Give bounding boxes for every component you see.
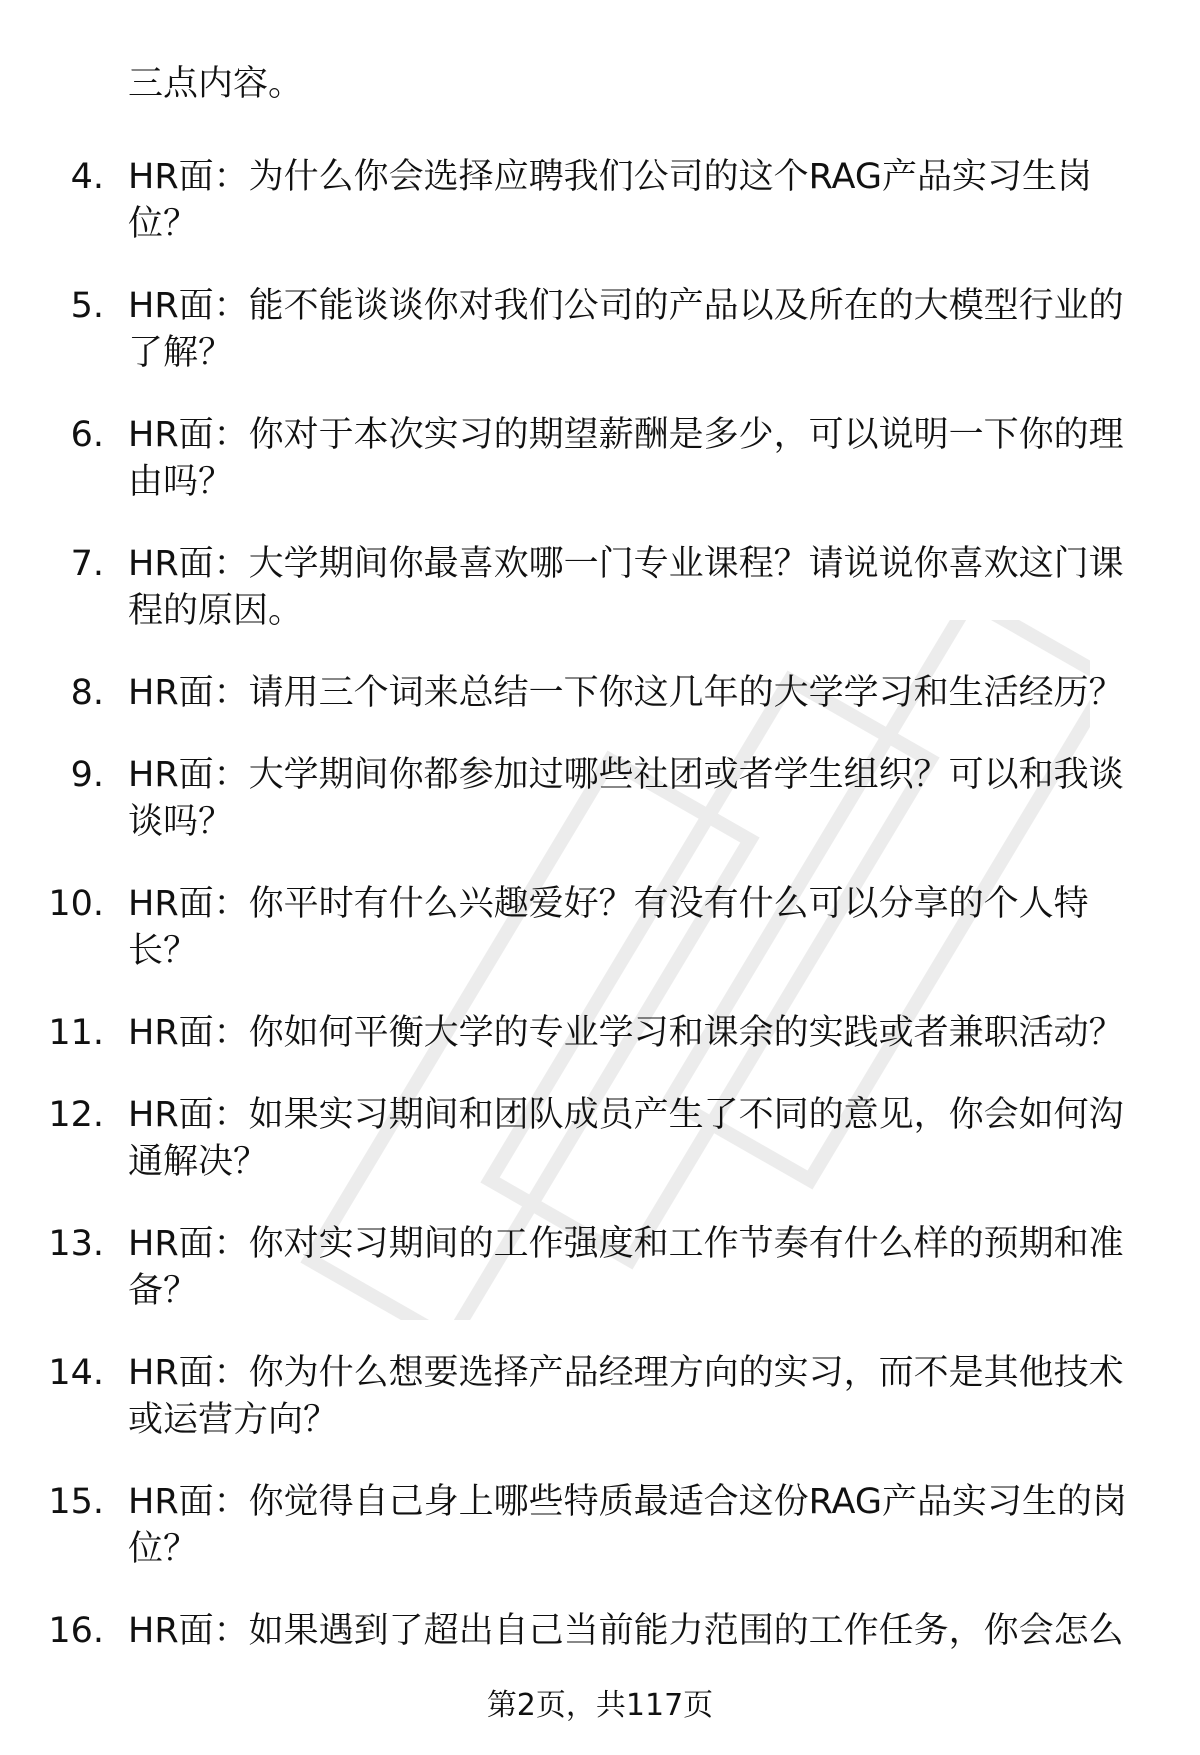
question-text: HR面：如果实习期间和团队成员产生了不同的意见，你会如何沟 通解决？ — [128, 1095, 1124, 1182]
question-text: HR面：能不能谈谈你对我们公司的产品以及所在的大模型行业的 了解？ — [128, 286, 1124, 373]
question-text: HR面：你对实习期间的工作强度和工作节奏有什么样的预期和准 备？ — [128, 1224, 1124, 1311]
question-number: 16. — [48, 1611, 104, 1651]
question-number: 12. — [48, 1095, 104, 1135]
question-number: 15. — [48, 1482, 104, 1522]
question-item — [0, 283, 1200, 377]
question-text: HR面：你平时有什么兴趣爱好？有没有什么可以分享的个人特 长？ — [128, 884, 1089, 971]
question-item — [0, 1221, 1200, 1315]
question-item — [0, 1608, 1200, 1655]
question-item — [0, 881, 1200, 975]
question-text: HR面：大学期间你最喜欢哪一门专业课程？请说说你喜欢这门课 程的原因。 — [128, 544, 1124, 631]
question-number: 11. — [48, 1013, 104, 1053]
question-number: 13. — [48, 1224, 104, 1264]
question-item — [0, 412, 1200, 506]
question-item — [0, 154, 1200, 248]
question-list — [0, 154, 1200, 1690]
intro-continuation-text: 三点内容。 — [128, 64, 304, 104]
question-item — [0, 541, 1200, 635]
question-number: 6. — [70, 415, 104, 455]
question-text: HR面：你如何平衡大学的专业学习和课余的实践或者兼职活动？ — [128, 1013, 1124, 1053]
question-text: HR面：大学期间你都参加过哪些社团或者学生组织？可以和我谈 谈吗？ — [128, 755, 1124, 842]
question-number: 10. — [48, 884, 104, 924]
question-text: HR面：你觉得自己身上哪些特质最适合这份RAG产品实习生的岗 位？ — [128, 1482, 1127, 1569]
question-text: HR面：请用三个词来总结一下你这几年的大学学习和生活经历？ — [128, 673, 1124, 713]
question-item — [0, 752, 1200, 846]
question-item — [0, 1350, 1200, 1444]
question-item — [0, 670, 1200, 717]
question-number: 9. — [70, 755, 104, 795]
question-text: HR面：你对于本次实习的期望薪酬是多少，可以说明一下你的理 由吗？ — [128, 415, 1124, 502]
question-number: 5. — [70, 286, 104, 326]
question-text: HR面：如果遇到了超出自己当前能力范围的工作任务，你会怎么 — [128, 1611, 1124, 1651]
question-item — [0, 1092, 1200, 1186]
question-number: 4. — [70, 157, 104, 197]
question-text: HR面：为什么你会选择应聘我们公司的这个RAG产品实习生岗 位？ — [128, 157, 1092, 244]
question-number: 8. — [70, 673, 104, 713]
question-number: 7. — [70, 544, 104, 584]
question-item — [0, 1010, 1200, 1057]
page-footer: 第2页，共117页 — [486, 1688, 714, 1723]
question-number: 14. — [48, 1353, 104, 1393]
question-text: HR面：你为什么想要选择产品经理方向的实习，而不是其他技术 或运营方向？ — [128, 1353, 1124, 1440]
question-item — [0, 1479, 1200, 1573]
